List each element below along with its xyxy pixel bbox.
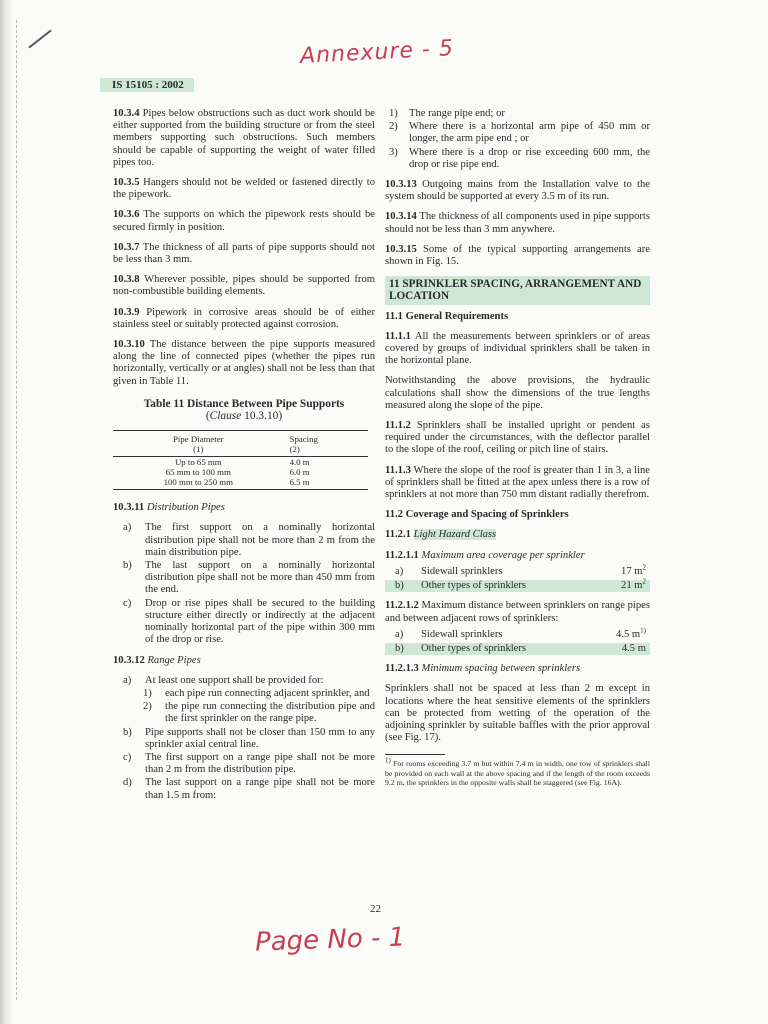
table-header-spacing: Spacing (2) — [284, 431, 368, 457]
list-item: 2) Where there is a horizontal arm pipe of 450 mm or longer, the arm pipe end ; or — [389, 121, 650, 145]
clause-11-1-1: 11.1.1 All the measurements between sprinklers or of areas covered by groups of individual sprinklers shall be taken in the horizontal plane. — [385, 330, 650, 367]
list-subitem: 2) the pipe run connecting the distribution pipe and the first sprinkler on the range pipe. — [143, 701, 375, 725]
footnote-divider — [385, 754, 445, 755]
page-number: 22 — [370, 903, 381, 915]
clause-11-2-1-2: 11.2.1.2 Maximum distance between sprinklers on range pipes and between adjacent rows of sprinklers: — [385, 600, 651, 624]
area-coverage-list — [385, 563, 650, 592]
list-item: a) The first support on a nominally horizontal distribution pipe shall not be more than 2 m from the main distribution pipe. — [123, 522, 375, 558]
clause-11-2-1-heading: 11.2.1 Light Hazard Class — [385, 529, 497, 541]
subsection-11-1-heading: 11.1 General Requirements — [385, 310, 509, 322]
range-pipes-list — [113, 675, 375, 802]
clause-10-3-4: 10.3.4 Pipes below obstructions such as duct work should be either supported from the building structure or from the steel members supporting such obstructions. Such members should be capable of supporting the weight of water filled pipes too. — [113, 108, 375, 168]
clause-10-3-8: 10.3.8 Wherever possible, pipes should be supported from non-combustible building elements. — [113, 274, 375, 298]
clause-10-3-9: 10.3.9 Pipework in corrosive areas should be of either stainless steel or suitably protected against corrosion. — [113, 306, 375, 330]
list-item: a) At least one support shall be provided for: — [123, 674, 324, 686]
clause-10-3-14: 10.3.14 The thickness of all components used in pipe supports should not be less than 3 mm anywhere. — [385, 211, 650, 235]
clause-10-3-11-heading: 10.3.11 Distribution Pipes — [113, 502, 225, 514]
table-header-diameter: Pipe Diameter (1) — [113, 431, 284, 457]
list-item: b) Pipe supports shall not be closer than 150 mm to any sprinkler axial central line. — [123, 726, 375, 750]
list-item: d) The last support on a range pipe shall not be more than 1.5 m from: — [123, 777, 375, 801]
clause-10-3-10: 10.3.10 The distance between the pipe supports measured along the line of connected pipes (whether the pipes run horizontally, vertically or at angles) shall not be less than that given in Table 11. — [113, 339, 375, 387]
right-column — [385, 108, 650, 788]
table-caption: Table 11 Distance Between Pipe Supports — [143, 397, 345, 410]
clause-10-3-15: 10.3.15 Some of the typical supporting arrangements are shown in Fig. 15. — [385, 243, 650, 268]
section-11-heading: 11 SPRINKLER SPACING, ARRANGEMENT AND LOCATION — [385, 276, 650, 304]
distribution-pipes-list — [113, 522, 375, 646]
clause-11-2-1-1-heading: 11.2.1.1 Maximum area coverage per sprinkler — [385, 549, 585, 561]
standard-code-header: IS 15105 : 2002 — [100, 78, 194, 92]
list-item: b) The last support on a nominally horizontal distribution pipe shall not be more than 450 mm from the end. — [123, 560, 375, 596]
notwithstanding-paragraph: Notwithstanding the above provisions, the hydraulic calculations shall show the dimensions of the true lengths measured along the slope of the pipe. — [385, 375, 650, 411]
table-clause-ref: (Clause 10.3.10) — [205, 410, 283, 423]
table-row: 100 mm to 250 mm 6.5 m — [113, 477, 368, 490]
scan-edge-shadow — [0, 0, 14, 1024]
clause-10-3-5: 10.3.5 Hangers should not be welded or fastened directly to the pipework. — [113, 177, 375, 201]
list-item: 3) Where there is a drop or rise exceeding 600 mm, the drop or rise pipe end. — [389, 146, 650, 170]
list-item: b) Other types of sprinklers 21 $m^2$ — [385, 580, 650, 592]
clause-10-3-6: 10.3.6 The supports on which the pipework rests should be secured firmly in position. — [113, 209, 375, 233]
handwritten-annexure: Annexure - 5 — [299, 35, 455, 70]
clause-10-3-13: 10.3.13 Outgoing mains from the Installation valve to the system should be supported at every 3.5 m of its run. — [385, 179, 650, 203]
pipe-support-table — [113, 430, 368, 490]
list-item: 1) The range pipe end; or — [389, 108, 505, 119]
subsection-11-2-heading: 11.2 Coverage and Spacing of Sprinklers — [385, 509, 569, 521]
handwritten-page-label: Page No - 1 — [254, 922, 406, 958]
scan-binding-line — [16, 20, 18, 1000]
minimum-spacing-paragraph: Sprinklers shall not be spaced at less than 2 m except in locations where the heat sensitive elements of the sprinklers can be protected from wetting of the operation of the adjoining sprinkler by suitable baffles with the prior approval (see Fig. 17). — [385, 683, 650, 744]
table-row: 65 mm to 100 mm 6.0 m — [165, 467, 310, 478]
left-column — [113, 108, 375, 810]
pen-stroke-mark — [28, 30, 51, 49]
list-item: b) Other types of sprinklers 4.5 m — [385, 643, 650, 655]
clause-10-3-12-heading: 10.3.12 Range Pipes — [113, 654, 201, 666]
clause-10-3-7: 10.3.7 The thickness of all parts of pipe supports should not be less than 3 mm. — [113, 241, 375, 266]
table-row: Up to 65 mm 4.0 m — [174, 457, 310, 468]
range-pipe-end-list — [385, 108, 650, 171]
clause-11-1-3: 11.1.3 Where the slope of the roof is greater than 1 in 3, a line of sprinklers shall be fitted at the apex unless there is a row of sprinklers at not more than 750 mm distant radially therefrom. — [385, 464, 650, 501]
list-item: a) Sidewall sprinklers 4.5 $m^{1)}$ — [395, 626, 646, 640]
list-item: c) Drop or rise pipes shall be secured to the building structure either directly or indirectly at the adjacent nominally horizontal part of the pipe within 300 mm of the drop or rise. — [123, 597, 375, 646]
list-item: a) Sidewall sprinklers 17 $m^2$ — [395, 563, 646, 577]
list-item: c) The first support on a range pipe shall not be more than 2 m from the distribution pipe. — [123, 751, 375, 776]
clause-11-1-2: 11.1.2 Sprinklers shall be installed upright or pendent as required under the circumstances, with the deflector parallel to the slope of the roof, ceiling or pitch line of stairs. — [385, 420, 650, 456]
max-distance-list — [385, 626, 650, 655]
list-subitem: 1) each pipe run connecting adjacent sprinkler, and — [143, 687, 370, 699]
footnote: $^{1)}$ For rooms exceeding 3.7 m but within 7.4 m in width, one row of sprinklers shall be provided on each wall at the above spacing and if the length of the room exceeds 9.2 m, the sprinklers in the opposite walls shall be staggered (see Fig. 16A). — [385, 756, 650, 788]
clause-11-2-1-3-heading: 11.2.1.3 Minimum spacing between sprinklers — [385, 663, 581, 675]
